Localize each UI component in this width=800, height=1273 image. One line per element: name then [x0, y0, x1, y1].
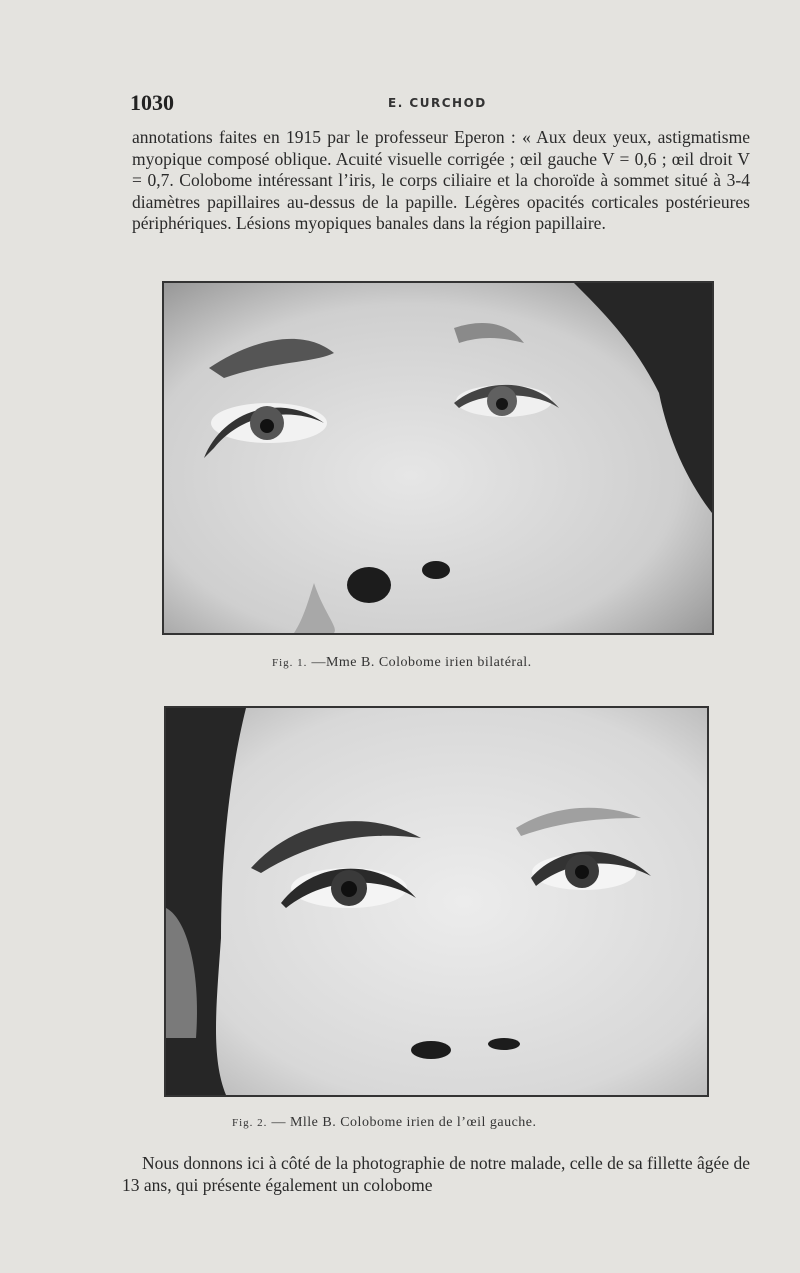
- figure-1-caption: [272, 655, 532, 671]
- figure-2-caption-text: — Mlle B. Colobome irien de l’œil gauche.: [267, 1115, 537, 1130]
- running-head: E. CURCHOD: [388, 96, 487, 110]
- figure-2-photo: [164, 706, 709, 1097]
- figure-1-photo: [162, 281, 714, 635]
- figure-2-caption: [232, 1115, 537, 1131]
- figure-2-label: Fig. 2.: [232, 1117, 268, 1129]
- figure-1-label: Fig. 1.: [272, 657, 308, 669]
- paragraph-bottom: Nous donnons ici à côté de la photographie de notre malade, celle de sa fillette âgée de 13 ans, qui présente également un colobome: [122, 1153, 750, 1195]
- page-number: 1030: [130, 90, 174, 115]
- paragraph-top: annotations faites en 1915 par le professeur Eperon : « Aux deux yeux, astigmatisme myopique composé oblique. Acuité visuelle corrigée ; œil gauche V = 0,6 ; œil droit V = 0,7. Colobome intéressant l’iris, le corps ciliaire et la choroïde à sommet situé à 3-4 diamètres papillaires au-dessus de la papille. Légères opacités corticales postérieures périphériques. Lésions myopiques banales dans la région papillaire.: [132, 127, 750, 234]
- figure-1-caption-text: —Mme B. Colobome irien bilatéral.: [307, 655, 532, 670]
